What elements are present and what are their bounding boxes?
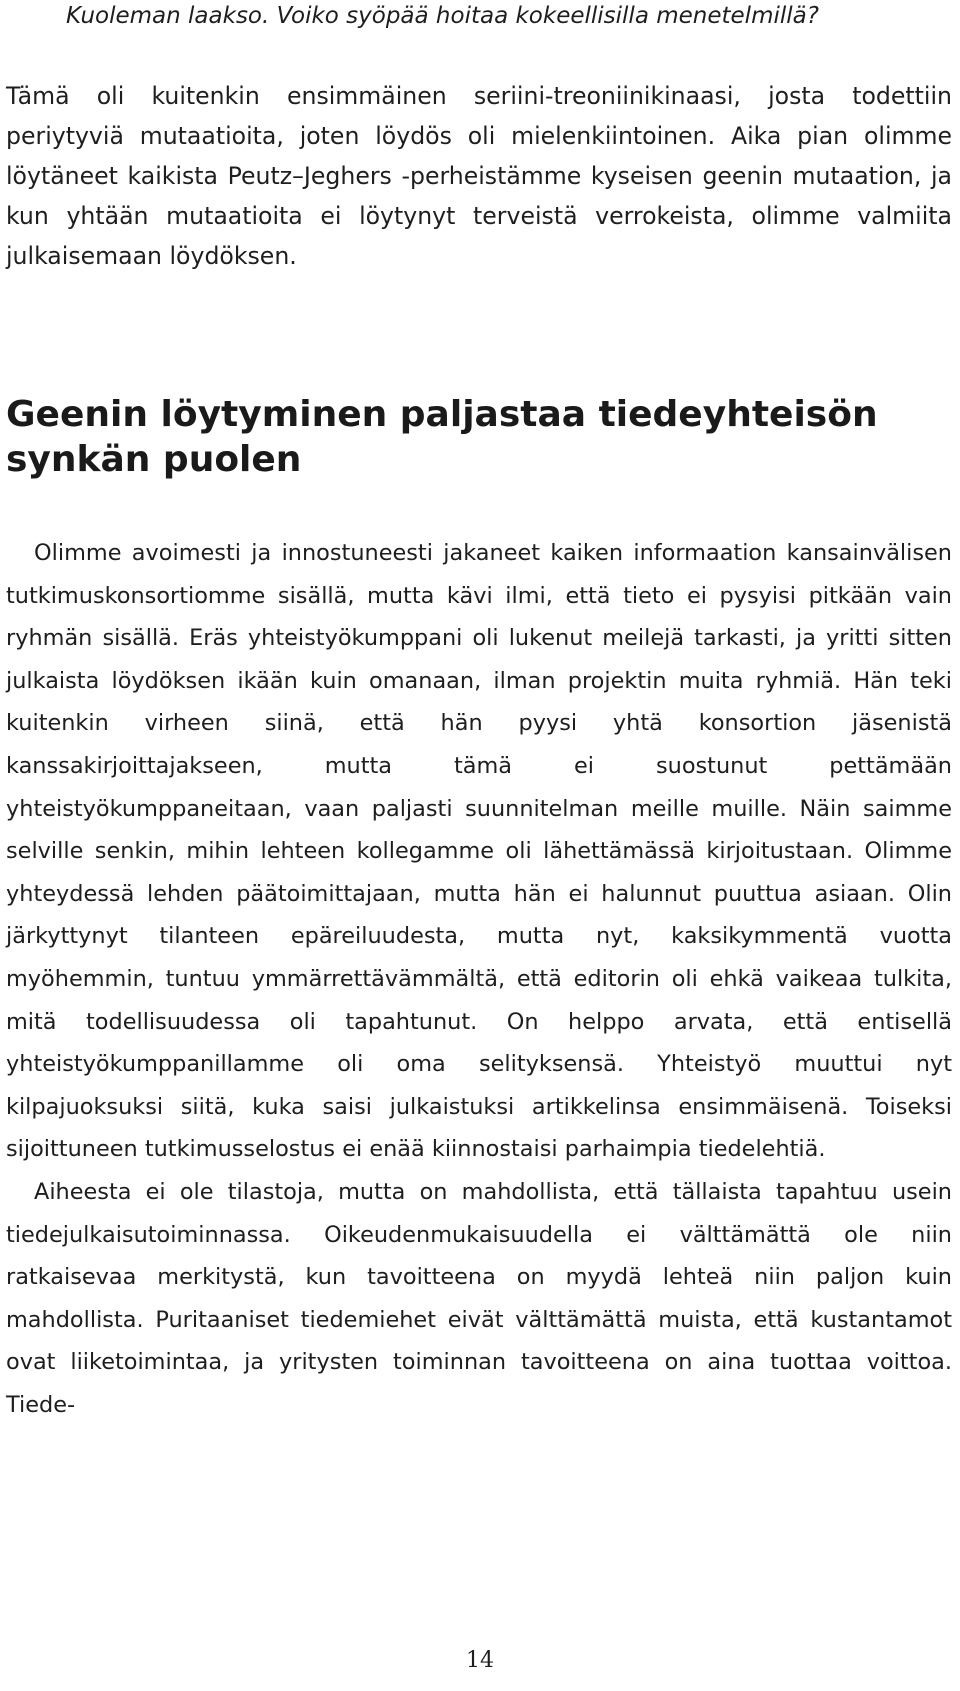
body-paragraph-2: Aiheesta ei ole tilastoja, mutta on mahdollista, että tällaista tapahtuu usein tiedejulkaisutoiminnassa. Oikeudenmukaisuudella ei välttämättä ole niin ratkaisevaa merkitystä, kun tavoitteena on myydä lehteä niin paljon kuin mahdollista. Puritaaniset tiedemiehet eivät välttämättä muista, että kustantamot ovat liiketoimintaa, ja yritysten toiminnan tavoitteena on aina tuottaa voittoa. Tiede- xyxy=(6,1178,952,1418)
page-number: 14 xyxy=(466,1648,494,1673)
body-paragraph-1: Olimme avoimesti ja innostuneesti jakaneet kaiken informaation kansainvälisen tutkimuskonsortiomme sisällä, mutta kävi ilmi, että tieto ei pysyisi pitkään vain ryhmän sisällä. Eräs yhteistyökumppani oli lukenut meilejä tarkasti, ja yritti sitten julkaista löydöksen ikään kuin omanaan, ilman projektin muita ryhmiä. Hän teki kuitenkin virheen siinä, että hän pyysi yhtä konsortion jäsenistä kanssakirjoittajakseen, mutta tämä ei suostunut pettämään yhteistyökumppaneitaan, vaan paljasti suunnitelman meille muille. Näin saimme selville senkin, mihin lehteen kollegamme oli lähettämässä kirjoitustaan. Olimme yhteydessä lehden päätoimittajaan, mutta hän ei halunnut puuttua asiaan. Olin järkyttynyt tilanteen epäreiluudesta, mutta nyt, kaksikymmentä vuotta myöhemmin, tuntuu ymmärrettävämmältä, että editorin oli ehkä vaikeaa tulkita, mitä todellisuudessa oli tapahtunut. On helppo arvata, että entisellä yhteistyökumppanillamme oli oma selityksensä. Yhteistyö muuttui nyt kilpajuoksuksi siitä, kuka saisi julkaistuksi artikkelinsa ensimmäisenä. Toiseksi sijoittuneen tutkimusselostus ei enää kiinnostaisi parhaimpia tiedelehtiä. xyxy=(6,540,952,1163)
running-header: Kuoleman laakso. Voiko syöpää hoitaa kokeellisilla menetelmillä? xyxy=(66,3,819,29)
section-body xyxy=(6,532,952,1426)
intro-text xyxy=(6,76,952,276)
intro-paragraph: Tämä oli kuitenkin ensimmäinen seriini-treoniinikinaasi, josta todettiin periytyviä mutaatioita, joten löydös oli mielenkiintoinen. Aika pian olimme löytäneet kaikista Peutz–Jeghers -perheistämme kyseisen geenin mutaation, ja kun yhtään mutaatioita ei löytynyt terveistä verrokeista, olimme valmiita julkaisemaan löydöksen. xyxy=(6,82,952,270)
section-heading: Geenin löytyminen paljastaa tiedeyhteisön synkän puolen xyxy=(6,394,878,480)
